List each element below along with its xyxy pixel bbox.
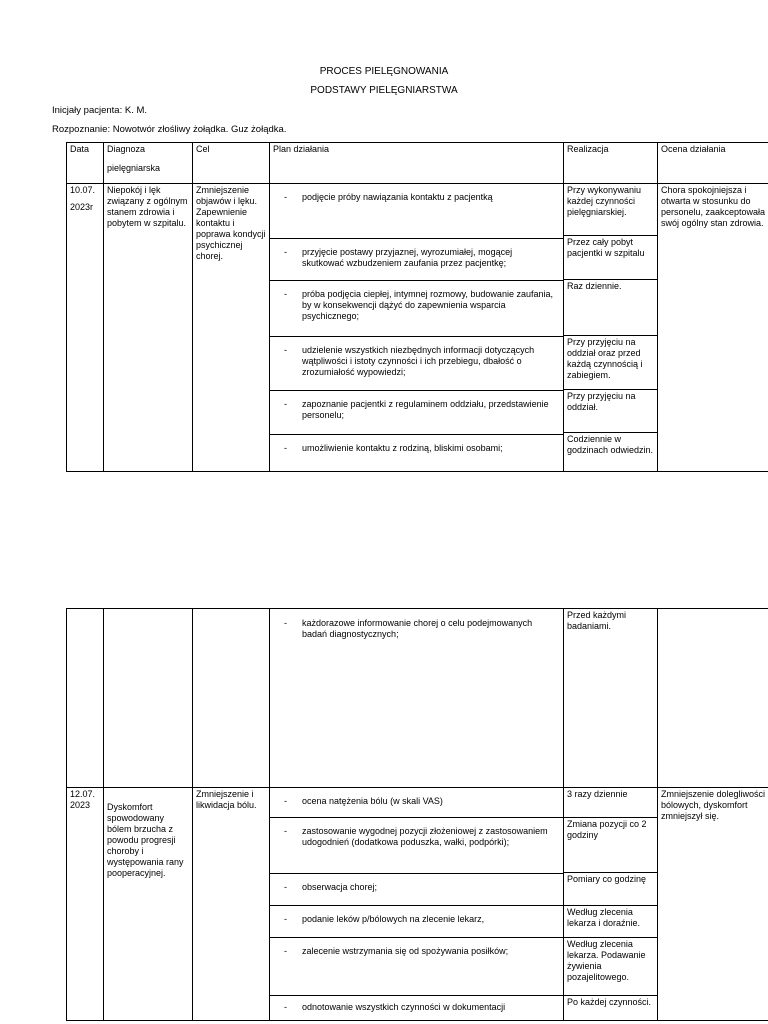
document-title: PROCES PIELĘGNOWANIA bbox=[319, 66, 449, 77]
header-plan: Plan działania bbox=[270, 143, 564, 184]
care-plan-table-2 bbox=[66, 608, 768, 1021]
row1-date-line2: 2023r bbox=[70, 202, 94, 212]
document-subtitle: PODSTAWY PIELĘGNIARSTWA bbox=[310, 85, 458, 96]
row1-ocena: Chora spokojniejsza i otwarta w stosunku do personelu, zaakceptowała swój ogólny stan zdrowia. bbox=[658, 184, 768, 472]
row1-cont-date bbox=[67, 609, 104, 788]
table-header-row bbox=[67, 143, 768, 184]
plan-item: - umożliwienie kontaktu z rodziną, bliskimi osobami; bbox=[270, 435, 563, 471]
realizacja-item: Raz dziennie. bbox=[564, 280, 657, 336]
row2-date-line1: 12.07. bbox=[70, 789, 96, 799]
header-cel: Cel bbox=[193, 143, 270, 184]
header-realizacja: Realizacja bbox=[564, 143, 658, 184]
realizacja-item: Według zlecenia lekarza i doraźnie. bbox=[564, 906, 657, 938]
row2-date-line2: 2023 bbox=[70, 800, 91, 810]
row1-cont-cel bbox=[193, 609, 270, 788]
plan-item: - podjęcie próby nawiązania kontaktu z pacjentką bbox=[270, 184, 563, 239]
realizacja-item: Przy przyjęciu na oddział. bbox=[564, 390, 657, 433]
table-row bbox=[67, 184, 768, 472]
row1-cont-ocena bbox=[658, 609, 768, 788]
plan-item-text: próba podjęcia ciepłej, intymnej rozmowy, budowanie zaufania, by w konsekwencji dążyć do zapewnienia wsparcia psychicznego; bbox=[302, 289, 553, 321]
row1-realizacja bbox=[564, 184, 658, 472]
header-data: Data bbox=[67, 143, 104, 184]
row1-cont-diagnoza bbox=[104, 609, 193, 788]
plan-item-text: ocena natężenia bólu (w skali VAS) bbox=[302, 796, 443, 806]
realizacja-item: Pomiary co godzinę bbox=[564, 873, 657, 906]
plan-item-text: udzielenie wszystkich niezbędnych informacji dotyczących wątpliwości i istoty czynności i ich przebiegu, dbałość o zrozumiałość wypowiedzi; bbox=[302, 345, 535, 377]
header-diagnoza-line1: Diagnoza bbox=[107, 144, 146, 154]
realizacja-item: Codziennie w godzinach odwiedzin. bbox=[567, 434, 654, 455]
row1-date-line1: 10.07. bbox=[70, 185, 96, 195]
row2-plan bbox=[270, 788, 564, 1021]
plan-item-text: obserwacja chorej; bbox=[302, 882, 378, 892]
patient-initials: Inicjały pacjenta: K. M. bbox=[52, 105, 148, 116]
plan-item: - zapoznanie pacjentki z regulaminem oddziału, przedstawienie personelu; bbox=[270, 391, 563, 435]
plan-item: - ocena natężenia bólu (w skali VAS) bbox=[270, 788, 563, 818]
plan-item-text: podanie leków p/bólowych na zlecenie lekarz, bbox=[302, 914, 485, 924]
plan-item: - każdorazowe informowanie chorej o celu podejmowanych badań diagnostycznych; bbox=[270, 609, 563, 787]
plan-item-text: przyjęcie postawy przyjaznej, wyrozumiałej, mogącej skutkować wzbudzeniem zaufania przez pacjentkę; bbox=[302, 247, 513, 268]
plan-item: - udzielenie wszystkich niezbędnych informacji dotyczących wątpliwości i istoty czynności i ich przebiegu, dbałość o zrozumiałość wypowiedzi; bbox=[270, 337, 563, 391]
plan-item-text: zalecenie wstrzymania się od spożywania posiłków; bbox=[302, 946, 509, 956]
table-row bbox=[67, 609, 768, 788]
plan-item-text: odnotowanie wszystkich czynności w dokumentacji bbox=[302, 1002, 506, 1012]
row2-cel: Zmniejszenie i likwidacja bólu. bbox=[193, 788, 270, 1021]
plan-item-text: zastosowanie wygodnej pozycji złożeniowej z zastosowaniem udogodnień (dodatkowa poduszka, wałki, podpórki); bbox=[302, 826, 548, 847]
realizacja-item: Przez cały pobyt pacjentki w szpitalu bbox=[564, 236, 657, 280]
realizacja-item: Przy przyjęciu na oddział oraz przed każdą czynnością i zabiegiem. bbox=[564, 336, 657, 390]
row1-date bbox=[67, 184, 104, 472]
table-row bbox=[67, 788, 768, 1021]
row2-realizacja bbox=[564, 788, 658, 1021]
plan-item-text: umożliwienie kontaktu z rodziną, bliskimi osobami; bbox=[302, 443, 503, 453]
plan-item: - zastosowanie wygodnej pozycji złożeniowej z zastosowaniem udogodnień (dodatkowa poduszka, wałki, podpórki); bbox=[270, 818, 563, 874]
row1-plan bbox=[270, 184, 564, 472]
realizacja-item: 3 razy dziennie bbox=[564, 788, 657, 818]
plan-item: - odnotowanie wszystkich czynności w dokumentacji bbox=[270, 996, 563, 1020]
plan-item: - obserwacja chorej; bbox=[270, 874, 563, 906]
header-diagnoza-line2: pielęgniarska bbox=[107, 163, 161, 173]
plan-item: - podanie leków p/bólowych na zlecenie lekarz, bbox=[270, 906, 563, 938]
care-plan-table-1 bbox=[66, 142, 768, 472]
row2-date bbox=[67, 788, 104, 1021]
plan-item: - próba podjęcia ciepłej, intymnej rozmowy, budowanie zaufania, by w konsekwencji dążyć do zapewnienia wsparcia psychicznego; bbox=[270, 281, 563, 337]
diagnosis-line: Rozpoznanie: Nowotwór złośliwy żołądka. Guz żołądka. bbox=[52, 124, 287, 135]
plan-item-text: zapoznanie pacjentki z regulaminem oddziału, przedstawienie personelu; bbox=[302, 399, 549, 420]
plan-item-text: każdorazowe informowanie chorej o celu podejmowanych badań diagnostycznych; bbox=[302, 618, 533, 639]
row1-cel: Zmniejszenie objawów i lęku. Zapewnienie kontaktu i poprawa kondycji psychicznej chorej. bbox=[193, 184, 270, 472]
row2-ocena: Zmniejszenie dolegliwości bólowych, dyskomfort zmniejszył się. bbox=[658, 788, 768, 1021]
row1-cont-realizacja: Przed każdymi badaniami. bbox=[564, 609, 658, 788]
plan-item: - zalecenie wstrzymania się od spożywania posiłków; bbox=[270, 938, 563, 996]
header-diagnoza bbox=[104, 143, 193, 184]
row2-diagnoza: Dyskomfort spowodowany bólem brzucha z powodu progresji choroby i występowania rany pooperacyjnej. bbox=[104, 788, 193, 1021]
realizacja-item: Według zlecenia lekarza. Podawanie żywienia pozajelitowego. bbox=[564, 938, 657, 996]
realizacja-item: Po każdej czynności. bbox=[567, 997, 652, 1007]
plan-item: - przyjęcie postawy przyjaznej, wyrozumiałej, mogącej skutkować wzbudzeniem zaufania przez pacjentkę; bbox=[270, 239, 563, 281]
row1-diagnoza: Niepokój i lęk związany z ogólnym stanem zdrowia i pobytem w szpitalu. bbox=[104, 184, 193, 472]
row1-cont-plan bbox=[270, 609, 564, 788]
realizacja-item: Zmiana pozycji co 2 godziny bbox=[564, 818, 657, 873]
realizacja-item: Przy wykonywaniu każdej czynności pielęgniarskiej. bbox=[564, 184, 657, 236]
plan-item-text: podjęcie próby nawiązania kontaktu z pacjentką bbox=[302, 192, 493, 202]
header-ocena: Ocena działania bbox=[658, 143, 768, 184]
